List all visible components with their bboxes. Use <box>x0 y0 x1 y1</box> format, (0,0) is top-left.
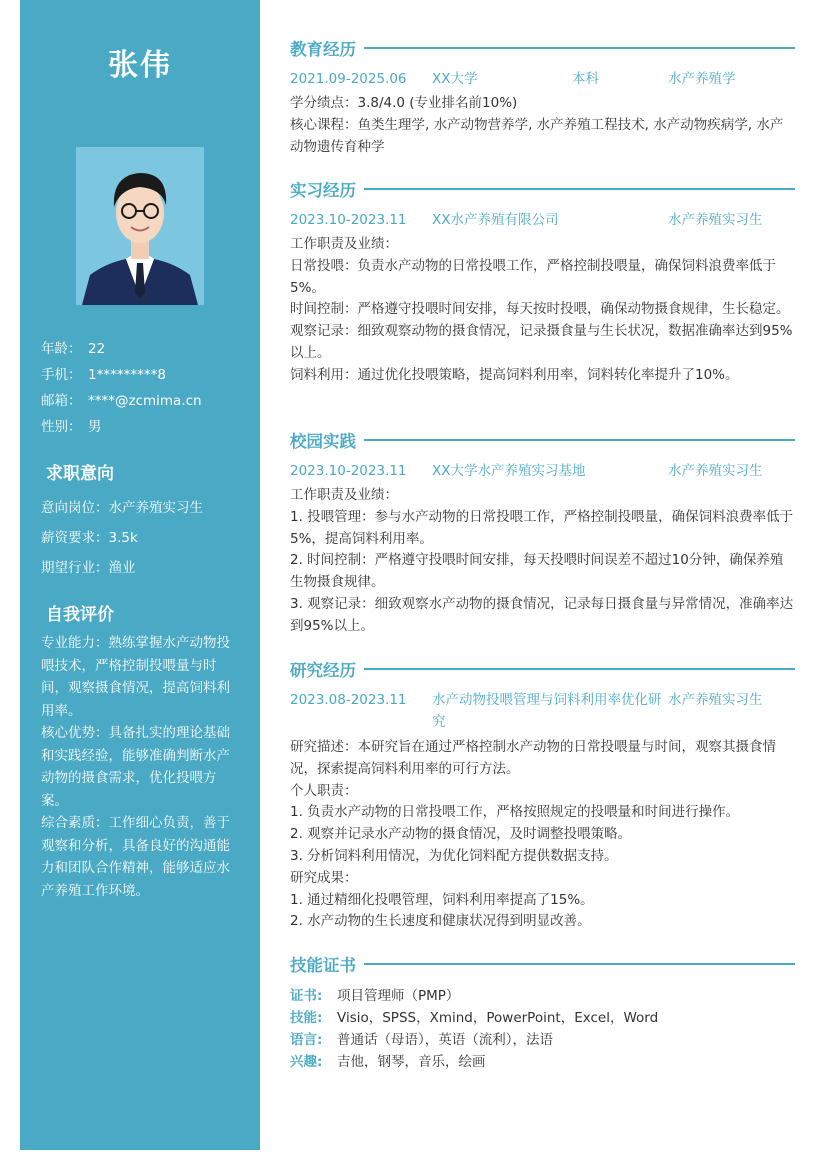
list-item: 时间控制：严格遵守投喂时间安排，每天按时投喂，确保动物摄食规律，生长稳定。 <box>290 301 790 318</box>
list-item: 观察记录：细致观察动物的摄食情况，记录摄食量与生长状况，数据准确率达到95%以上。 <box>290 323 793 361</box>
skill-row-skills: 技能: Visio，SPSS，Xmind，PowerPoint，Excel，Word <box>290 1010 659 1026</box>
internship-details <box>290 234 795 387</box>
list-item: 工作职责及业绩： <box>290 487 398 503</box>
sidebar <box>20 0 260 1150</box>
internship-company: XX水产养殖有限公司 <box>432 212 559 228</box>
list-item: 个人职责： <box>290 782 358 799</box>
divider <box>364 439 795 441</box>
divider <box>364 963 795 965</box>
research-section-header <box>290 657 795 681</box>
intent-industry: 期望行业：渔业 <box>41 560 136 576</box>
info-age: 年龄： 22 <box>41 341 106 357</box>
campus-entry <box>290 461 795 483</box>
self-eval-heading: 自我评价 <box>46 605 114 625</box>
list-item: 3. 分析饲料利用情况，为优化饲料配方提供数据支持。 <box>290 847 618 864</box>
basic-info <box>41 336 202 440</box>
internship-role: 水产养殖实习生 <box>668 212 763 228</box>
intent-heading: 求职意向 <box>46 464 114 484</box>
research-title: 研究经历 <box>290 661 356 680</box>
research-date: 2023.08-2023.11 <box>290 692 407 708</box>
info-email: 邮箱： ****@zcmima.cn <box>41 393 202 409</box>
self-eval-ability: 专业能力：熟练掌握水产动物投喂技术，严格控制投喂量与时间，观察摄食情况，提高饲料利用率。 <box>41 635 230 719</box>
education-school: XX大学 <box>432 71 478 87</box>
education-major: 水产养殖学 <box>668 71 736 87</box>
education-gpa: 学分绩点：3.8/4.0 (专业排名前10%) <box>290 95 518 111</box>
intent-salary: 薪资要求：3.5k <box>41 530 138 546</box>
list-item: 2. 时间控制：严格遵守投喂时间安排，每天投喂时间误差不超过10分钟，确保养殖生物摄食规律。 <box>290 552 784 591</box>
info-gender: 性别： 男 <box>41 419 102 435</box>
skill-row-cert: 证书: 项目管理师（PMP） <box>290 988 460 1004</box>
skills-title: 技能证书 <box>290 956 356 975</box>
list-item: 2. 观察并记录水产动物的摄食情况，及时调整投喂策略。 <box>290 826 632 843</box>
research-entry <box>290 690 795 734</box>
self-eval-strength: 核心优势：具备扎实的理论基础和实践经验，能够准确判断水产动物的摄食需求，优化投喂方案。 <box>41 725 230 809</box>
education-section-header <box>290 36 795 60</box>
research-details <box>290 737 795 933</box>
research-project: 水产动物投喂管理与饲料利用率优化研究 <box>432 692 662 730</box>
divider <box>364 668 795 670</box>
self-eval-text <box>41 632 243 902</box>
divider <box>364 47 795 49</box>
info-phone: 手机： 1*********8 <box>41 367 166 383</box>
divider <box>364 188 795 190</box>
campus-details <box>290 485 795 638</box>
list-item: 1. 投喂管理：参与水产动物的日常投喂工作，严格控制投喂量，确保饲料浪费率低于5%，提高饲料利用率。 <box>290 508 794 547</box>
list-item: 日常投喂：负责水产动物的日常投喂工作，严格控制投喂量，确保饲料浪费率低于5%。 <box>290 257 776 296</box>
skills-section-header <box>290 952 795 976</box>
list-item: 饲料利用：通过优化投喂策略，提高饲料利用率，饲料转化率提升了10%。 <box>290 366 739 383</box>
self-eval-quality: 综合素质：工作细心负责，善于观察和分析，具备良好的沟通能力和团队合作精神，能够适应水产养殖工作环境。 <box>41 815 230 899</box>
campus-org: XX大学水产养殖实习基地 <box>432 463 586 479</box>
internship-section-header <box>290 177 795 201</box>
skill-row-language: 语言: 普通话（母语），英语（流利），法语 <box>290 1032 553 1048</box>
education-entry <box>290 69 795 91</box>
campus-role: 水产养殖实习生 <box>668 463 763 479</box>
list-item: 1. 通过精细化投喂管理，饲料利用率提高了15%。 <box>290 891 594 908</box>
education-date: 2021.09-2025.06 <box>290 71 407 87</box>
list-item: 研究描述：本研究旨在通过严格控制水产动物的日常投喂量与时间，观察其摄食情况，探索提高饲料利用率的可行方法。 <box>290 739 776 777</box>
skills-list <box>290 985 658 1073</box>
skill-row-hobby: 兴趣: 吉他，钢琴，音乐，绘画 <box>290 1054 486 1070</box>
intent-list <box>41 493 203 583</box>
campus-date: 2023.10-2023.11 <box>290 463 407 479</box>
list-item: 研究成果： <box>290 869 358 886</box>
list-item: 2. 水产动物的生长速度和健康状况得到明显改善。 <box>290 913 591 930</box>
internship-title: 实习经历 <box>290 181 356 200</box>
education-title: 教育经历 <box>290 40 356 59</box>
campus-section-header <box>290 428 795 452</box>
list-item: 1. 负责水产动物的日常投喂工作，严格按照规定的投喂量和时间进行操作。 <box>290 804 740 821</box>
internship-date: 2023.10-2023.11 <box>290 212 407 228</box>
campus-title: 校园实践 <box>290 432 356 451</box>
research-role: 水产养殖实习生 <box>668 692 763 708</box>
candidate-name: 张伟 <box>108 48 172 83</box>
list-item: 工作职责及业绩： <box>290 236 398 252</box>
list-item: 3. 观察记录：细致观察水产动物的摄食情况，记录每日摄食量与异常情况，准确率达到95%以上。 <box>290 595 794 634</box>
education-details <box>290 93 795 158</box>
education-courses: 核心课程：鱼类生理学, 水产动物营养学, 水产养殖工程技术, 水产动物疾病学, 水产动物遗传育种学 <box>290 116 784 155</box>
intent-position: 意向岗位：水产养殖实习生 <box>41 500 203 516</box>
profile-photo <box>76 147 204 305</box>
internship-entry <box>290 210 795 232</box>
education-degree: 本科 <box>572 71 599 87</box>
